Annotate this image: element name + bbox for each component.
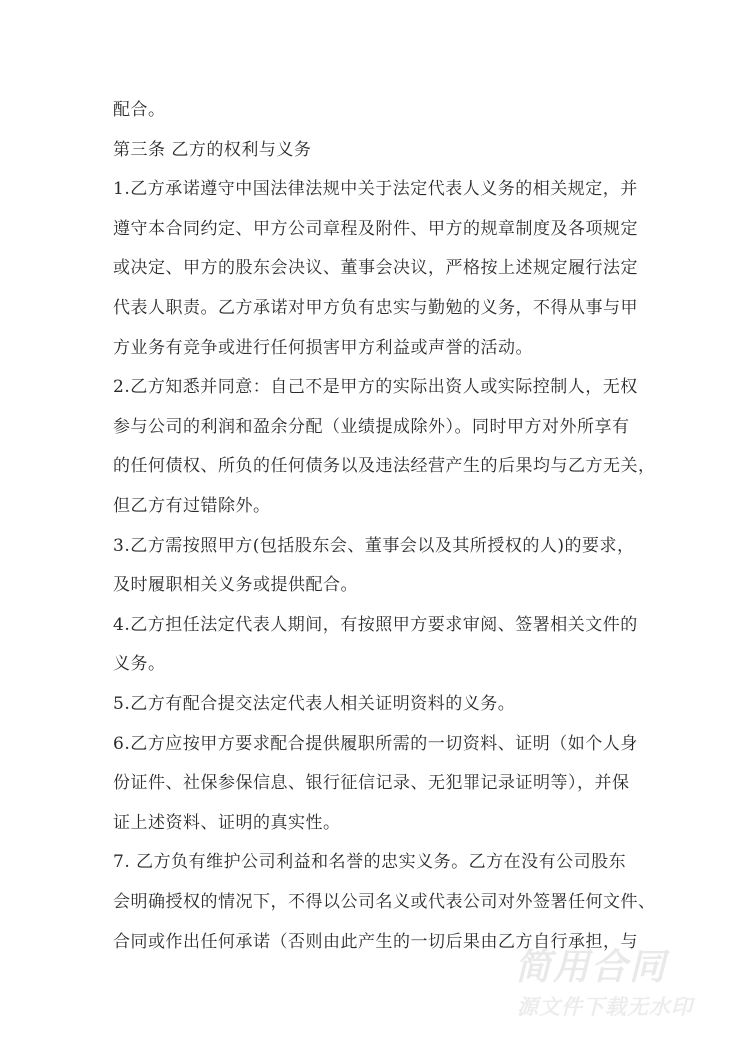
text-line: 方业务有竞争或进行任何损害甲方利益或声誉的活动。 — [113, 337, 533, 358]
text-line: 的任何债权、所负的任何债务以及违法经营产生的后果均与乙方无关， — [113, 456, 656, 477]
text-line: 份证件、社保参保信息、银行征信记录、无犯罪记录证明等），并保 — [113, 773, 630, 794]
text-line: 1.乙方承诺遵守中国法律法规中关于法定代表人义务的相关规定，并 — [113, 179, 638, 200]
watermark-tagline: 源文件下载无水印 — [517, 995, 693, 1019]
text-line: 2.乙方知悉并同意：自己不是甲方的实际出资人或实际控制人，无权 — [113, 377, 638, 398]
text-line: 但乙方有过错除外。 — [113, 496, 271, 516]
text-line: 及时履职相关义务或提供配合。 — [113, 575, 358, 596]
text-line: 义务。 — [113, 654, 166, 675]
text-line: 3.乙方需按照甲方(包括股东会、董事会以及其所授权的人)的要求， — [113, 535, 635, 556]
text-line: 或决定、甲方的股东会决议、董事会决议，严格按上述规定履行法定 — [113, 258, 638, 279]
text-line: 合同或作出任何承诺（否则由此产生的一切后果由乙方自行承担，与 — [113, 931, 638, 952]
text-line: 遵守本合同约定、甲方公司章程及附件、甲方的规章制度及各项规定 — [113, 218, 638, 239]
text-line: 6.乙方应按甲方要求配合提供履职所需的一切资料、证明（如个人身 — [113, 733, 638, 754]
text-line: 参与公司的利润和盈余分配（业绩提成除外）。同时甲方对外所享有 — [113, 416, 630, 437]
watermark-brand: 简用合同 — [515, 947, 668, 988]
text-line: 会明确授权的情况下，不得以公司名义或代表公司对外签署任何文件、 — [113, 892, 656, 912]
text-line: 证上述资料、证明的真实性。 — [113, 812, 341, 833]
text-line: 配合。 — [113, 100, 166, 120]
text-line: 4.乙方担任法定代表人期间，有按照甲方要求审阅、签署相关文件的 — [113, 614, 638, 635]
section-heading: 第三条 乙方的权利与义务 — [113, 139, 312, 160]
text-line: 7. 乙方负有维护公司利益和名誉的忠实义务。乙方在没有公司股东 — [113, 852, 627, 873]
text-line: 代表人职责。乙方承诺对甲方负有忠实与勤勉的义务，不得从事与甲 — [113, 298, 638, 318]
text-line: 5.乙方有配合提交法定代表人相关证明资料的义务。 — [113, 694, 516, 714]
